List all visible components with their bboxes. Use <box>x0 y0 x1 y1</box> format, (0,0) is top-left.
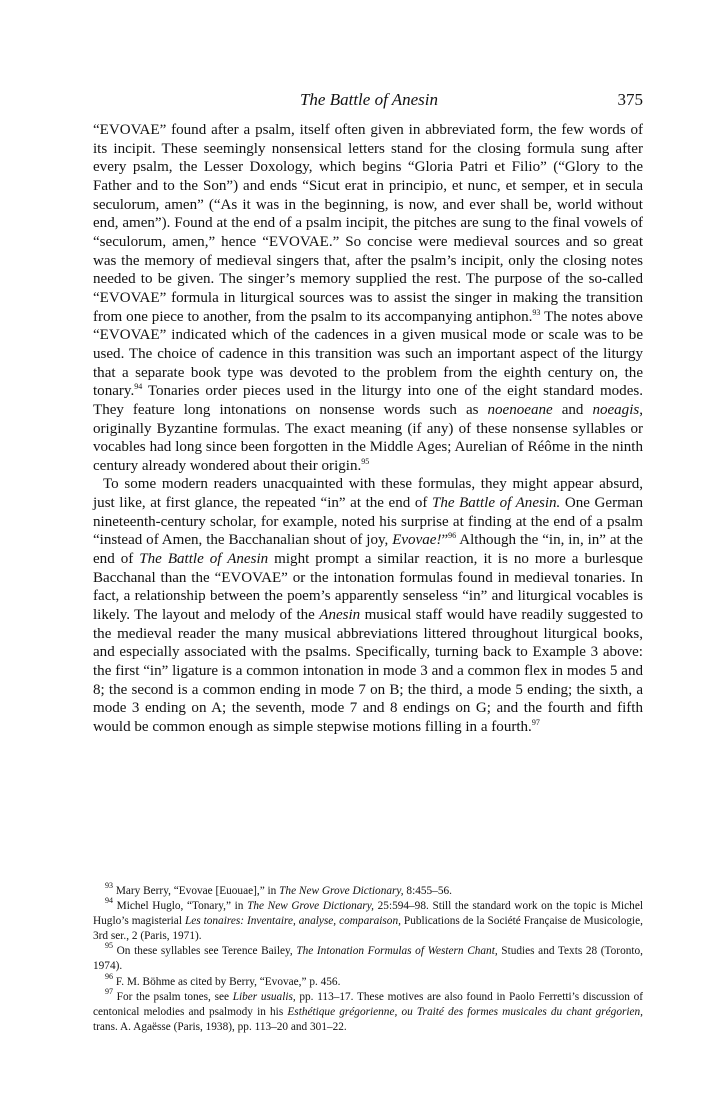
text-run: Publications de la Société Française de Musicologie, 3rd ser., 2 (Paris, 1971). <box>93 915 643 943</box>
italic-title: The New Grove Dictionary, <box>279 885 404 897</box>
paragraph-1 <box>93 121 643 475</box>
text-run: Mary Berry, “Evovae [Euouae],” in <box>113 885 280 897</box>
italic-term: noeagis <box>592 401 640 418</box>
text-run: musical staff would have readily suggested to the medieval reader the many musical abbreviations littered throughout liturgical books, and especially associated with the psalms. Specifically, turning back to Example 3 above: the first “in” ligature is a common intonation in mode 3 and a common flex in modes 5 and 8; the second is a common ending in mode 7 on B; the third, a mode 5 ending; the sixth, a mode 3 ending on A; the seventh, mode 7 and 8 endings on G; and the fourth and fifth would be common enough as simple stepwise motions filling in a fourth. <box>93 607 643 735</box>
footnote-number: 95 <box>105 941 113 951</box>
italic-title: Liber usualis, <box>232 990 296 1003</box>
footnote-95 <box>93 941 643 974</box>
footnote-94 <box>93 896 643 944</box>
footnote-96 <box>93 971 643 990</box>
italic-title: Esthétique grégorienne, ou Traité des formes musicales du chant grégorien, <box>287 1005 643 1018</box>
text-run: Michel Huglo, “Tonary,” in <box>113 900 248 913</box>
footnote-number: 94 <box>105 896 113 906</box>
paragraph-2 <box>93 475 643 736</box>
footnote-93 <box>93 881 643 899</box>
main-text <box>93 121 643 737</box>
footnote-number: 96 <box>105 971 113 981</box>
text-run: pp. 113–17. These motives are also found in Paolo Ferretti’s discussion of centonical melodies and psalmody in his <box>93 990 643 1018</box>
italic-title: Les tonaires: Inventaire, analyse, comparaison, <box>184 915 401 928</box>
running-header <box>95 90 643 116</box>
text-run: 25:594–98. Still the standard work on the topic is Michel Huglo’s magisterial <box>93 900 643 928</box>
italic-term: noenoeane <box>487 401 553 418</box>
footnote-ref-96: 96 <box>448 531 457 541</box>
text-run: ” <box>441 532 449 549</box>
footnote-97 <box>93 986 643 1035</box>
italic-term: Evovae! <box>392 532 442 549</box>
page-number: 375 <box>617 90 643 109</box>
text-run: might prompt a similar reaction, it is no more a burlesque Bacchanal than the “EVOVAE” or the intonation formulas found in medieval tonaries. In fact, a relationship between the poem’s apparently senseless “in” and liturgical vocables is likely. The layout and melody of the <box>93 551 643 624</box>
text-run: , originally Byzantine formulas. The exact meaning (if any) of these nonsense syllables or vocables had long since been forgotten in the Middle Ages; Aurelian of Réôme in the ninth century already wondered about their origin. <box>93 401 644 474</box>
text-run: F. M. Böhme as cited by Berry, “Evovae,” p. 456. <box>113 975 341 988</box>
italic-title: The Battle of Anesin. <box>431 495 561 512</box>
text-run: For the psalm tones, see <box>113 990 233 1003</box>
text-run: “EVOVAE” found after a psalm, itself often given in abbreviated form, the few words of its incipit. These seemingly nonsensical letters stand for the closing formula sung after every psalm, the Lesser Doxology, which begins “Gloria Patri et Filio” (“Glory to the Father and to the Son”) and ends “Sicut erat in principio, et nunc, et semper, et in secula seculorum, amen” (“As it was in the beginning, is now, and ever shall be, world without end, amen”). Found at the end of a psalm incipit, the pitches are sung to the final vowels of “seculorum, amen,” hence “EVOVAE.” So concise were medieval sources and so great was the memory of medieval singers that, after the psalm’s incipit, only the closing notes needed to be given. The singer’s memory supplied the rest. The purpose of the so-called “EVOVAE” formula in liturgical sources was to assist the singer in making the transition from one piece to another, from the psalm to its accompanying antiphon. <box>93 122 643 325</box>
text-run: Tonaries order pieces used in the liturgy into one of the eight standard modes. They feature long intonations on nonsense words such as <box>93 383 643 418</box>
text-run: 8:455–56. <box>403 885 452 897</box>
text-run: One German nineteenth-century scholar, for example, noted his surprise at finding at the end of a psalm “instead of Amen, the Bacchanalian shout of joy, <box>93 495 644 549</box>
footnotes <box>93 881 643 1035</box>
text-run: The notes above “EVOVAE” indicated which of the cadences in a given musical mode or scale was to be used. The choice of cadence in this transition was such an important aspect of the liturgy that a separate book type was devoted to the problem from the eighth century on, the tonary. <box>93 308 643 400</box>
footnote-number: 97 <box>105 986 113 996</box>
footnote-ref-95: 95 <box>361 456 370 466</box>
text-run: and <box>552 401 593 418</box>
text-run: Studies and Texts 28 (Toronto, 1974). <box>93 945 643 973</box>
italic-title: The New Grove Dictionary, <box>247 900 374 913</box>
running-title: The Battle of Anesin <box>299 90 439 109</box>
italic-title: The Battle of Anesin <box>139 551 269 568</box>
text-run: On these syllables see Terence Bailey, <box>113 945 297 958</box>
italic-title: The Intonation Formulas of Western Chant, <box>296 945 498 958</box>
footnote-ref-93: 93 <box>532 307 541 317</box>
footnote-ref-94: 94 <box>134 382 143 392</box>
italic-title: Anesin <box>319 607 361 624</box>
text-run: Although the “in, in, in” at the end of <box>93 532 643 568</box>
text-run: trans. A. Agaësse (Paris, 1938), pp. 113–20 and 301–22. <box>93 1020 347 1033</box>
text-run: To some modern readers unacquainted with these formulas, they might appear absurd, just like, at first glance, the repeated “in” at the end of <box>93 476 643 512</box>
footnote-ref-97: 97 <box>531 718 540 727</box>
footnote-number: 93 <box>105 881 113 890</box>
